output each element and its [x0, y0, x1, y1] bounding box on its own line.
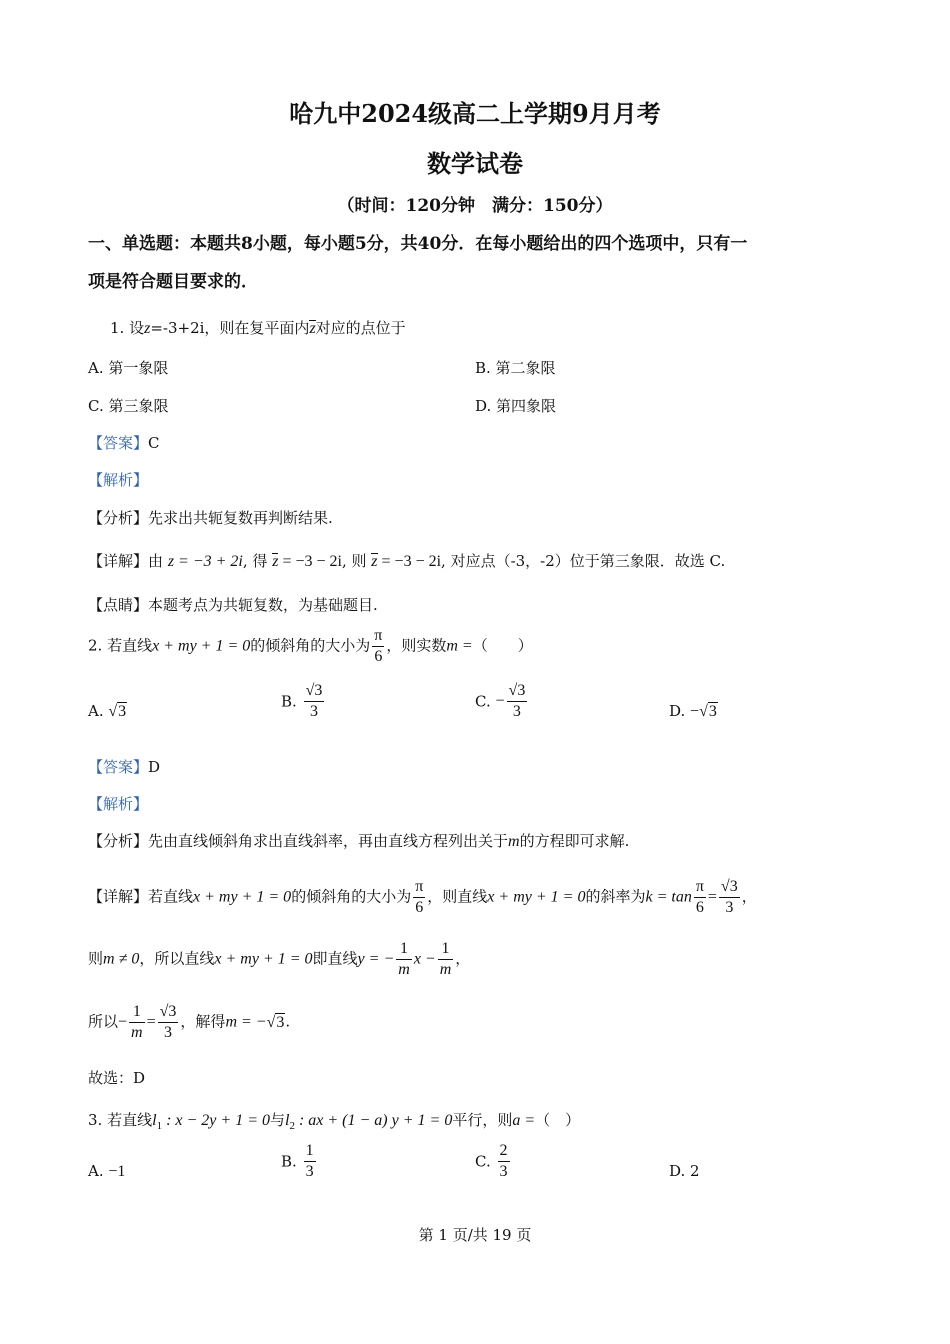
q1-option-c: C. 第三象限	[88, 397, 169, 415]
q1-detail-d: , 对应点（-3，-2）位于第三象限．故选 C.	[441, 552, 726, 570]
q1-stem-a: 设	[129, 319, 145, 337]
section-heading-line2: 项是符合题目要求的．	[88, 272, 258, 292]
q1-answer	[88, 433, 160, 453]
q2-opt-a-sqrt: √3	[108, 703, 127, 720]
q2-opt-c-frac: $\frac{√3}{3}$	[508, 682, 526, 720]
q2-stem	[88, 626, 533, 667]
q1-z: z	[144, 320, 151, 337]
q2-option-a: A. √3	[88, 702, 127, 720]
q1-option-d: D. 第四象限	[475, 397, 557, 415]
q2-detail-line2: 则m ≠ 0，所以直线x + my + 1 = 0即直线y = − $\frac{1}{m}$ x − $\frac{1}{m}$ ，	[88, 940, 471, 978]
q2-pi-over-6: $\frac{\pi}{6}$	[374, 627, 383, 665]
q1-answer-label: 【答案】	[88, 434, 149, 452]
q2-number: 2.	[88, 636, 103, 655]
q2-bracket: （ ）	[472, 636, 533, 655]
q2-fenxi: 【分析】先由直线倾斜角求出直线斜率，再由直线方程列出关于m的方程即可求解.	[88, 832, 630, 850]
exam-title: 哈九中2024级高二上学期9月月考	[289, 99, 661, 128]
q2-conclusion: 故选：D	[88, 1069, 146, 1087]
q1-detail-eq3: = −3 − 2i	[377, 553, 442, 570]
q2-detail-line3: 所以− $\frac{1}{m}$ = $\frac{√3}{3}$ ，解得m = −√3.	[88, 1003, 291, 1041]
q1-detail-eq1: z = −3 + 2i	[167, 553, 243, 570]
q1-detail	[88, 551, 725, 572]
q1-stem-c: 对应的点位于	[315, 319, 406, 337]
q3-option-c: C. $\frac{2}{3}$	[475, 1142, 508, 1180]
page-footer: 第 1 页/共 19 页	[418, 1226, 532, 1244]
q2-detail-line1: 【详解】若直线x + my + 1 = 0的倾斜角的大小为 $\frac{\pi}{6}$ ，则直线x + my + 1 = 0的斜率为k = tan $\frac{\pi}{6}$ = $\frac{√3}{3}$ ，	[88, 878, 757, 916]
q2-option-c: C. − $\frac{√3}{3}$	[475, 682, 526, 720]
q1-fenxi-text: 先求出共轭复数再判断结果.	[148, 509, 333, 527]
q1-option-b: B. 第二象限	[475, 359, 556, 377]
q2-option-b: B. $\frac{√3}{3}$	[281, 682, 323, 720]
q2-m-eq: m =	[446, 637, 473, 655]
q1-detail-eq2: = −3 − 2i	[278, 553, 342, 570]
q1-option-a: A. 第一象限	[88, 359, 169, 377]
q2-line-eq: x + my + 1 = 0	[152, 637, 251, 655]
q1-fenxi-label: 【分析】	[88, 509, 149, 527]
q2-opt-b-frac: $\frac{√3}{3}$	[305, 682, 323, 720]
q1-detail-zbar2: z	[371, 553, 378, 570]
exam-subtitle: 数学试卷	[427, 149, 523, 178]
q2-stem-b: 的倾斜角的大小为	[250, 636, 371, 655]
q1-dianjing-text: 本题考点为共轭复数，为基础题目.	[148, 596, 378, 614]
q1-analysis-label: 【解析】	[88, 471, 149, 489]
q2-answer: 【答案】D	[88, 758, 161, 776]
q1-dianjing-label: 【点睛】	[88, 596, 149, 614]
q1-dianjing	[88, 595, 378, 615]
q2-analysis-label: 【解析】	[88, 795, 149, 813]
q2-option-d: D. −√3	[669, 702, 717, 720]
q1-fenxi	[88, 508, 333, 528]
q2-stem-a: 若直线	[107, 636, 153, 655]
q3-option-d: D. 2	[669, 1162, 700, 1180]
q1-stem-b: =-3+2i，则在复平面内	[150, 319, 310, 337]
q3-option-b: B. $\frac{1}{3}$	[281, 1142, 314, 1180]
time-info: （时间：120分钟 满分：150分）	[337, 196, 613, 216]
q1-detail-label: 【详解】	[88, 552, 149, 570]
q1-answer-value: C	[148, 434, 160, 452]
q1-number: 1.	[110, 319, 125, 337]
q3-stem: 3. 若直线$l_1$ : x − 2y + 1 = 0与$l_2$ : ax + (1 − a) y + 1 = 0平行，则a =（ ）	[88, 1111, 581, 1132]
q2-stem-c: ，则实数	[386, 636, 447, 655]
q1-detail-b: , 得	[242, 552, 268, 570]
q1-detail-zbar1: z	[272, 553, 279, 570]
q1-detail-a: 由	[148, 552, 164, 570]
section-heading-line1: 一、单选题：本题共8小题，每小题5分，共40分．在每小题给出的四个选项中，只有一	[88, 234, 748, 254]
q1-detail-c: , 则	[341, 552, 367, 570]
q1-zbar: z	[309, 320, 316, 337]
q1-stem	[110, 318, 406, 339]
q3-option-a: A. −1	[88, 1162, 126, 1180]
